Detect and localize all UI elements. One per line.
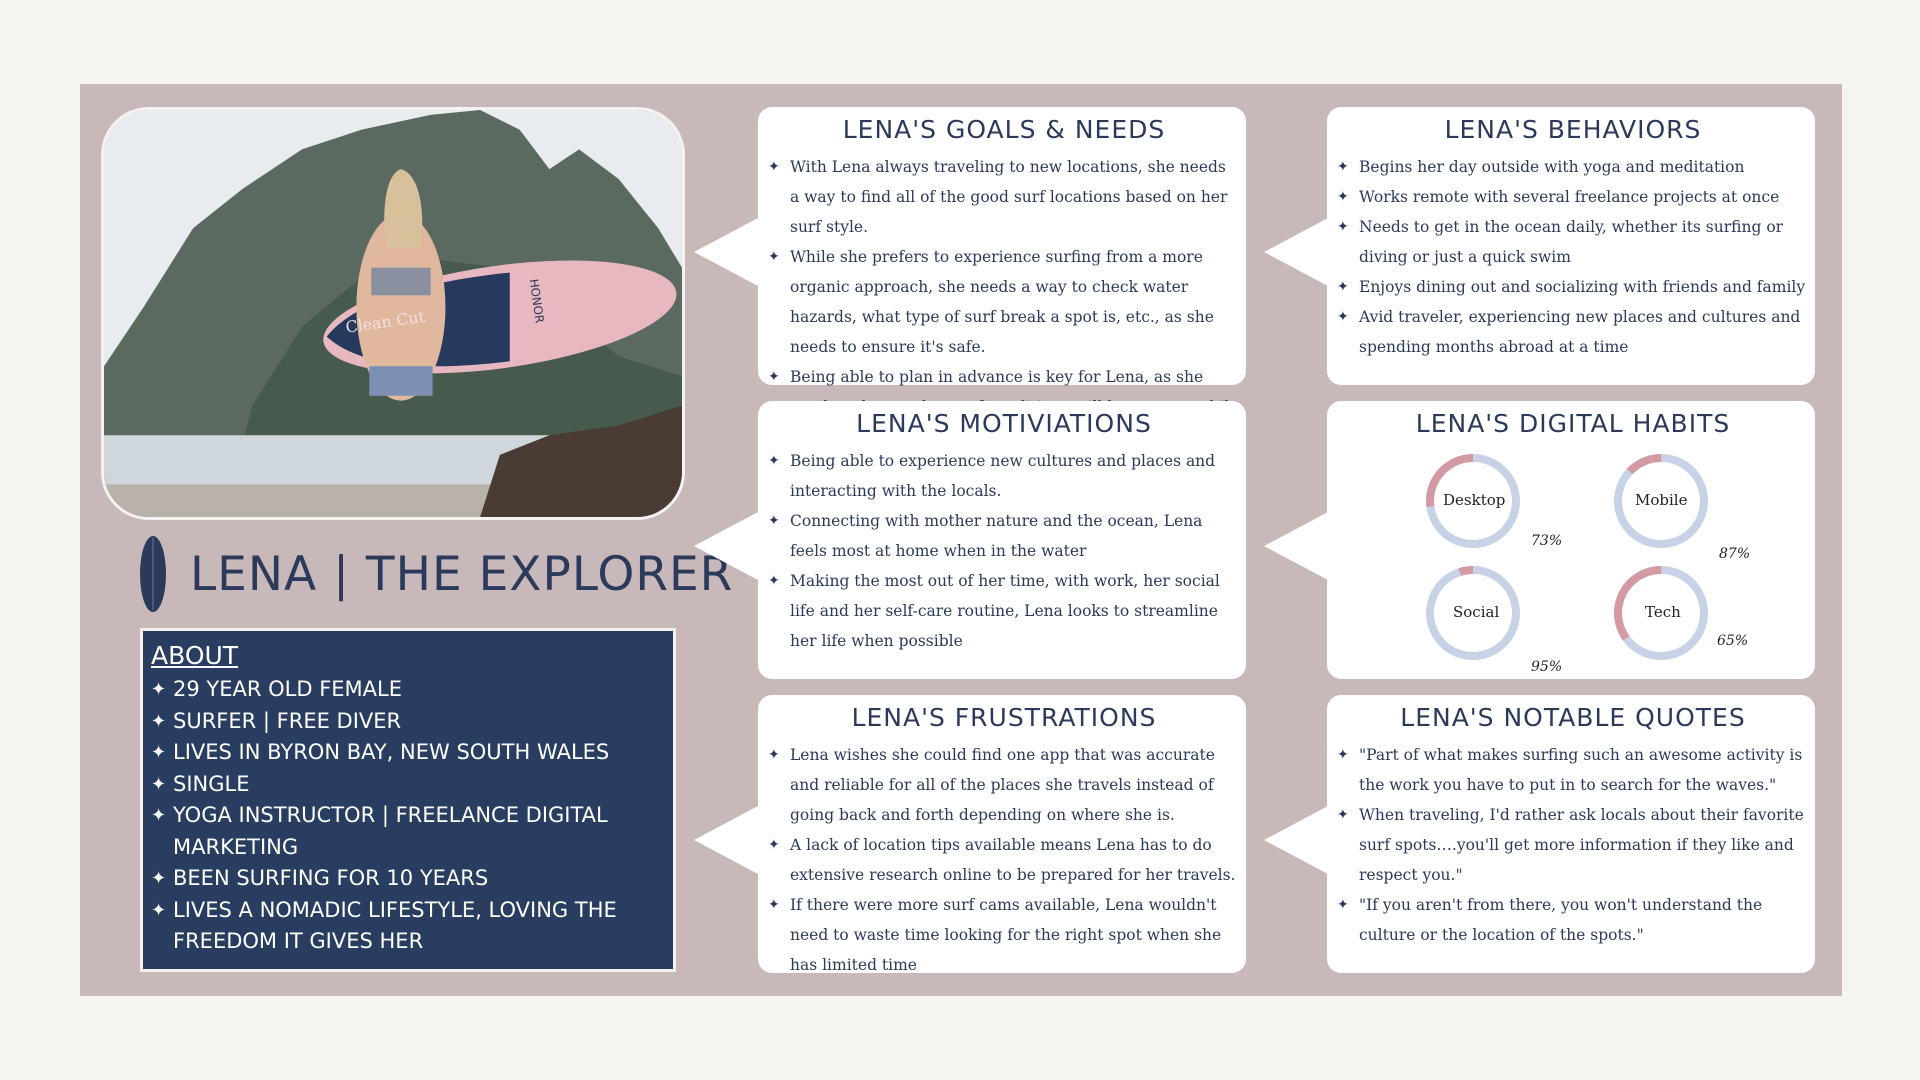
frustrations-list xyxy=(768,740,1240,980)
goals-item: ✦ Being able to plan in advance is key for Lena, as she xyxy=(768,362,1240,452)
quotes-item: ✦ "Part of what makes surfing such an awesome activity is the work you have to put in to search for the waves." xyxy=(1337,740,1809,800)
donut-label: Tech xyxy=(1645,603,1681,621)
digital-habits-card xyxy=(1327,401,1815,679)
donut-label: Desktop xyxy=(1443,491,1506,509)
digital-heading: LENA'S DIGITAL HABITS xyxy=(1415,409,1731,438)
about-list xyxy=(151,674,665,958)
about-item: ✦ LIVES IN BYRON BAY, NEW SOUTH WALES xyxy=(151,737,665,769)
motivations-list xyxy=(768,446,1240,656)
frustrations-item: ✦ If there were more surf cams available, Lena wouldn't need to waste time looking for the right spot when she has limited time xyxy=(768,890,1240,980)
callout-pointer xyxy=(1264,512,1328,580)
donut-label: Social xyxy=(1453,603,1500,621)
about-item: ✦ SINGLE xyxy=(151,769,665,801)
goals-heading: LENA'S GOALS & NEEDS xyxy=(842,115,1166,144)
frustrations-card xyxy=(758,695,1246,973)
goals-item: ✦ With Lena always traveling to new locations, she needs a way to find all of the good surf locations based on her surf style. xyxy=(768,152,1240,242)
surfboard-icon xyxy=(138,534,168,614)
donut-percent: 65% xyxy=(1717,633,1749,649)
quotes-item: ✦ When traveling, I'd rather ask locals about their favorite surf spots….you'll get more information if they like and respect you." xyxy=(1337,800,1809,890)
frustrations-item: ✦ A lack of location tips available means Lena has to do extensive research online to be prepared for her travels. xyxy=(768,830,1240,890)
callout-pointer xyxy=(694,512,758,580)
behaviors-card xyxy=(1327,107,1815,385)
behaviors-item: ✦ Needs to get in the ocean daily, whether its surfing or diving or just a quick swim xyxy=(1337,212,1809,272)
persona-title: LENA | THE EXPLORER xyxy=(190,546,734,602)
quotes-item: ✦ "If you aren't from there, you won't understand the culture or the location of the spots." xyxy=(1337,890,1809,950)
donut-percent: 87% xyxy=(1719,546,1751,562)
donut-percent: 73% xyxy=(1531,533,1563,549)
persona-photo xyxy=(101,107,685,520)
goals-item: ✦ While she prefers to experience surfing from a more organic approach, she needs a way to check water hazards, what type of surf break a spot is, etc., as she needs to ensure it's safe. xyxy=(768,242,1240,362)
frustrations-item: ✦ Lena wishes she could find one app that was accurate and reliable for all of the places she travels instead of going back and forth depending on where she is. xyxy=(768,740,1240,830)
callout-pointer xyxy=(1264,806,1328,874)
callout-pointer xyxy=(694,218,758,286)
callout-pointer xyxy=(1264,218,1328,286)
motivations-item: ✦ Being able to experience new cultures and places and interacting with the locals. xyxy=(768,446,1240,506)
about-item: ✦ LIVES A NOMADIC LIFESTYLE, LOVING THE FREEDOM IT GIVES HER xyxy=(151,895,665,958)
about-item: ✦ YOGA INSTRUCTOR | FREELANCE DIGITAL MARKETING xyxy=(151,800,665,863)
about-item: ✦ 29 YEAR OLD FEMALE xyxy=(151,674,665,706)
motivations-item: ✦ Making the most out of her time, with work, her social life and her self-care routine, Lena looks to streamline her life when possible xyxy=(768,566,1240,656)
behaviors-list xyxy=(1337,152,1809,362)
frustrations-heading: LENA'S FRUSTRATIONS xyxy=(851,703,1157,732)
motivations-item: ✦ Connecting with mother nature and the ocean, Lena feels most at home when in the water xyxy=(768,506,1240,566)
motivations-heading: LENA'S MOTIVIATIONS xyxy=(856,409,1152,438)
donut-label: Mobile xyxy=(1635,491,1688,509)
motivations-card xyxy=(758,401,1246,679)
donut-tech xyxy=(1611,563,1749,667)
behaviors-item: ✦ Begins her day outside with yoga and meditation xyxy=(1337,152,1809,182)
behaviors-item: ✦ Enjoys dining out and socializing with friends and family xyxy=(1337,272,1809,302)
quotes-list xyxy=(1337,740,1809,950)
donut-desktop xyxy=(1423,451,1563,555)
goals-card xyxy=(758,107,1246,385)
donut-percent: 95% xyxy=(1531,659,1563,675)
behaviors-heading: LENA'S BEHAVIORS xyxy=(1444,115,1702,144)
behaviors-item: ✦ Avid traveler, experiencing new places and cultures and spending months abroad at a time xyxy=(1337,302,1809,362)
behaviors-item: ✦ Works remote with several freelance projects at once xyxy=(1337,182,1809,212)
about-item: ✦ BEEN SURFING FOR 10 YEARS xyxy=(151,863,665,895)
quotes-card xyxy=(1327,695,1815,973)
about-heading: ABOUT xyxy=(151,641,239,670)
quotes-heading: LENA'S NOTABLE QUOTES xyxy=(1400,703,1746,732)
donut-mobile xyxy=(1611,451,1751,562)
about-panel xyxy=(140,628,676,972)
persona-title-wrap xyxy=(138,532,733,616)
about-item: ✦ SURFER | FREE DIVER xyxy=(151,706,665,738)
callout-pointer xyxy=(694,806,758,874)
donut-social xyxy=(1423,563,1563,675)
board-brand: HONOR xyxy=(526,277,547,325)
board-text: Clean Cut xyxy=(344,306,427,337)
